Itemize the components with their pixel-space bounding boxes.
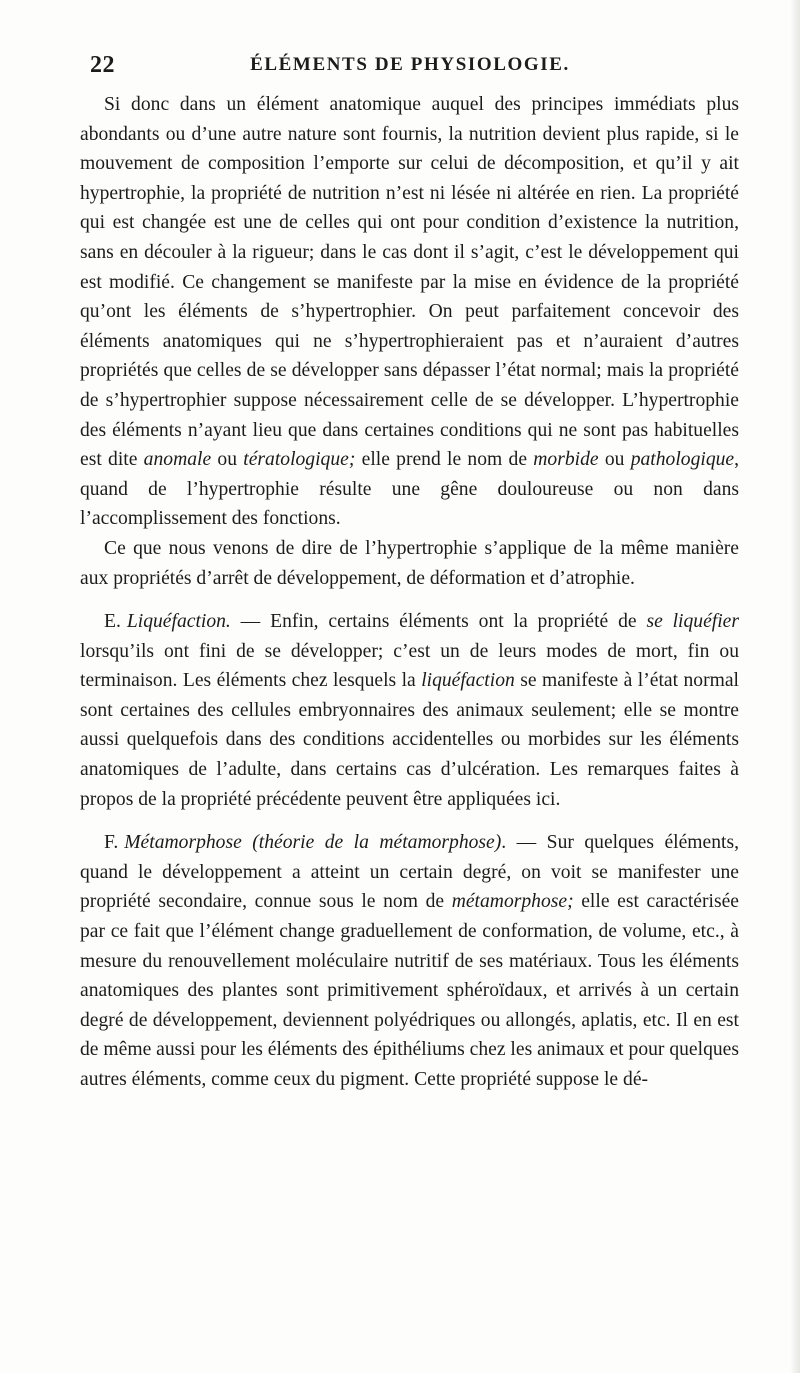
text-run: — Enfin, certains éléments ont la propriété de xyxy=(230,611,647,633)
text-run: ou xyxy=(211,449,244,471)
italic-text-run: pathologique xyxy=(630,449,735,471)
text-run: Si donc dans un élément anatomique auquel des principes immédiats plus abondants ou d’une autre nature sont fournis, la nutrition devient plus rapide, si le mouvement de composition l’emporte sur celui de décomposition, et qu’il y ait hypertrophie, la propriété de nutrition n’est ni lésée ni altérée en rien. La propriété qui est changée est une de celles qui ont pour condition d’existence la nutrition, sans en découler à la rigueur; dans le cas dont il s’agit, c’est le développement qui est modifié. Ce changement se manifeste par la mise en évidence de la propriété qu’ont les éléments de s’hypertrophier. On peut parfaitement concevoir des éléments anatomiques qui ne s’hypertrophieraient pas et n’auraient d’autres propriétés que celles de se développer sans dépasser l’état normal; mais la propriété de s’hypertrophier suppose nécessairement celle de se développer. L’hypertrophie des éléments n’ayant lieu que dans certaines conditions qui ne sont pas habituelles est dite xyxy=(80,94,739,471)
paragraph-liquefaction xyxy=(80,607,739,814)
text-run: lorsqu’ils ont fini de se développer; c’est un de leurs modes de mort, fin ou terminaison. Les éléments chez lesquels la xyxy=(80,640,739,692)
page-number: 22 xyxy=(90,52,115,78)
italic-text-run: Métamorphose (théorie de la métamorphose) xyxy=(124,832,502,854)
text-run: E. xyxy=(104,611,121,633)
running-title: ÉLÉMENTS DE PHYSIOLOGIE. xyxy=(250,54,570,75)
text-run: Ce que nous venons de dire de l’hypertrophie s’applique de la même manière aux propriétés d’arrêt de développement, de déformation et d’atrophie. xyxy=(80,537,739,589)
paragraph-hypertrophy xyxy=(80,90,739,534)
page-edge-shadow xyxy=(790,0,800,1373)
text-run: elle est caractérisée par ce fait que l’élément change graduellement de conformation, de volume, etc., à mesure du renouvellement moléculaire nutritif de ses matériaux. Tous les éléments anatomiques des plantes sont primitivement sphéroïdaux, et arrivés à un certain degré de développement, deviennent polyédriques ou allongés, aplatis, etc. Il en est de même aussi pour les éléments des épithéliums chez les animaux et pour quelques autres éléments, comme ceux du pigment. Cette propriété suppose le dé- xyxy=(80,891,739,1090)
italic-text-run: métamorphose; xyxy=(451,891,574,913)
italic-text-run: morbide xyxy=(533,449,599,471)
paragraph-metamorphosis xyxy=(80,828,739,1094)
italic-text-run: anomale xyxy=(143,449,212,471)
text-run: F. xyxy=(104,832,119,854)
body-text xyxy=(80,90,739,1095)
text-run: se manifeste à l’état normal sont certaines des cellules embryonnaires des animaux seulement; elle se montre aussi quelquefois dans des conditions accidentelles ou morbides sur les éléments anatomiques de l’adulte, dans certains cas d’ulcération. Les remarques faites à propos de la propriété précédente peuvent être appliquées ici. xyxy=(80,670,739,810)
italic-text-run: tératologique; xyxy=(243,449,356,471)
italic-text-run: Liquéfaction. xyxy=(126,611,231,633)
text-run: elle prend le nom de xyxy=(355,449,534,471)
paragraph-atrophy xyxy=(80,534,739,593)
text-run: . — Sur quelques éléments, quand le développement a atteint un certain degré, on voit se manifester une propriété secondaire, connue sous le nom de xyxy=(80,832,739,913)
italic-text-run: liquéfaction xyxy=(421,670,515,692)
text-run: , quand de l’hypertrophie résulte une gêne douloureuse ou non dans l’accomplissement des fonctions. xyxy=(80,449,740,530)
text-run: ou xyxy=(598,449,631,471)
italic-text-run: se liquéfier xyxy=(646,611,739,633)
page-header xyxy=(90,52,730,84)
